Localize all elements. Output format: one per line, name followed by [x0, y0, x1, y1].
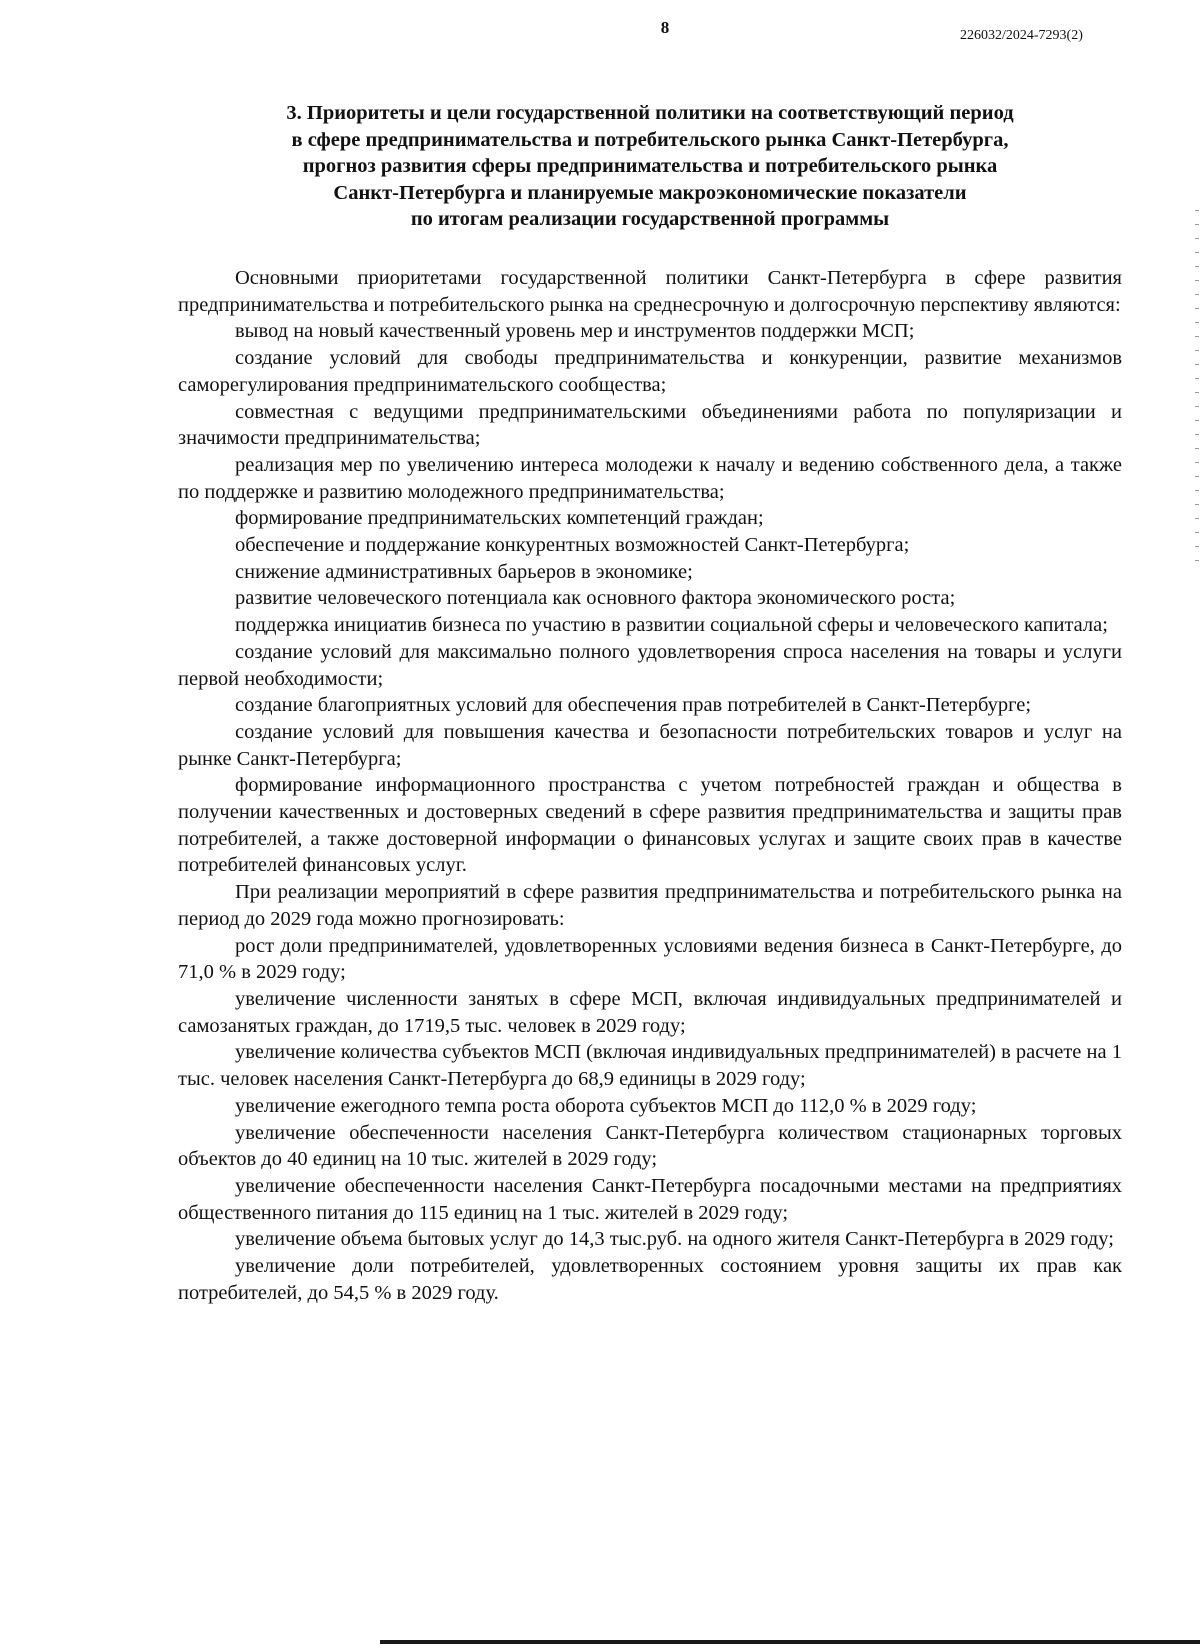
heading-line: в сфере предпринимательства и потребительского рынка Санкт-Петербурга,	[291, 128, 1009, 151]
forecast-item: увеличение обеспеченности населения Санкт-Петербурга посадочными местами на предприятиях общественного питания до 115 единиц на 1 тыс. жителей в 2029 году;	[178, 1174, 1122, 1224]
forecast-item: увеличение численности занятых в сфере МСП, включая индивидуальных предпринимателей и самозанятых граждан, до 1719,5 тыс. человек в 2029 году;	[178, 987, 1122, 1037]
section-heading	[178, 100, 1122, 233]
priority-item: снижение административных барьеров в экономике;	[235, 560, 693, 583]
forecast-item: рост доли предпринимателей, удовлетворенных условиями ведения бизнеса в Санкт-Петербурге, до 71,0 % в 2029 году;	[178, 934, 1122, 984]
forecast-item: увеличение обеспеченности населения Санкт-Петербурга количеством стационарных торговых объектов до 40 единиц на 10 тыс. жителей в 2029 году;	[178, 1121, 1122, 1171]
priority-item: поддержка инициатив бизнеса по участию в развитии социальной сферы и человеческого капитала;	[235, 614, 1108, 637]
paragraph-intro: Основными приоритетами государственной политики Санкт-Петербурга в сфере развития предпринимательства и потребительского рынка на среднесрочную и долгосрочную перспективу являются:	[178, 267, 1122, 316]
priority-item: развитие человеческого потенциала как основного фактора экономического роста;	[235, 587, 956, 610]
priority-item: формирование информационного пространства с учетом потребностей граждан и общества в получении качественных и достоверных сведений в сфере развития предпринимательства и защиты прав потребителей, а также достоверной информации о финансовых услугах и защите своих прав в качестве потребителей финансовых услуг.	[178, 774, 1122, 877]
forecast-item: увеличение объема бытовых услуг до 14,3 тыс.руб. на одного жителя Санкт-Петербурга в 2029 году;	[235, 1228, 1114, 1251]
priority-item: создание условий для максимально полного удовлетворения спроса населения на товары и услуги первой необходимости;	[178, 640, 1122, 690]
priority-item: реализация мер по увеличению интереса молодежи к началу и ведению собственного дела, а также по поддержке и развитию молодежного предпринимательства;	[178, 453, 1122, 503]
forecast-item: увеличение ежегодного темпа роста оборота субъектов МСП до 112,0 % в 2029 году;	[235, 1094, 977, 1117]
priority-item: создание условий для повышения качества и безопасности потребительских товаров и услуг на рынке Санкт-Петербурга;	[178, 720, 1122, 770]
forecast-intro: При реализации мероприятий в сфере развития предпринимательства и потребительского рынка на период до 2029 года можно прогнозировать:	[178, 881, 1122, 930]
page-number: 8	[660, 18, 670, 37]
forecast-item: увеличение количества субъектов МСП (включая индивидуальных предпринимателей) в расчете на 1 тыс. человек населения Санкт-Петербурга до 68,9 единицы в 2029 году;	[178, 1041, 1122, 1091]
priority-item: формирование предпринимательских компетенций граждан;	[235, 507, 764, 530]
document-id: 226032/2024-7293(2)	[960, 28, 1083, 43]
priority-item: совместная с ведущими предпринимательскими объединениями работа по популяризации и значимости предпринимательства;	[178, 400, 1122, 450]
priority-item: создание условий для свободы предпринимательства и конкуренции, развитие механизмов саморегулирования предпринимательского сообщества;	[178, 347, 1122, 396]
priority-item: вывод на новый качественный уровень мер и инструментов поддержки МСП;	[235, 320, 915, 343]
page-bottom-rule	[380, 1640, 1200, 1644]
forecast-item: увеличение доли потребителей, удовлетворенных состоянием уровня защиты их прав как потребителей, до 54,5 % в 2029 году.	[178, 1255, 1122, 1304]
scan-margin-marks	[1195, 210, 1199, 570]
heading-line: 3. Приоритеты и цели государственной политики на соответствующий период	[286, 102, 1014, 124]
document-body	[178, 265, 1122, 1306]
priority-item: создание благоприятных условий для обеспечения прав потребителей в Санкт-Петербурге;	[235, 694, 1032, 717]
heading-line: по итогам реализации государственной программы	[410, 208, 890, 230]
heading-line: прогноз развития сферы предпринимательства и потребительского рынка	[302, 155, 998, 177]
priority-item: обеспечение и поддержание конкурентных возможностей Санкт-Петербурга;	[235, 534, 910, 557]
heading-line: Санкт-Петербурга и планируемые макроэкономические показатели	[333, 181, 967, 204]
